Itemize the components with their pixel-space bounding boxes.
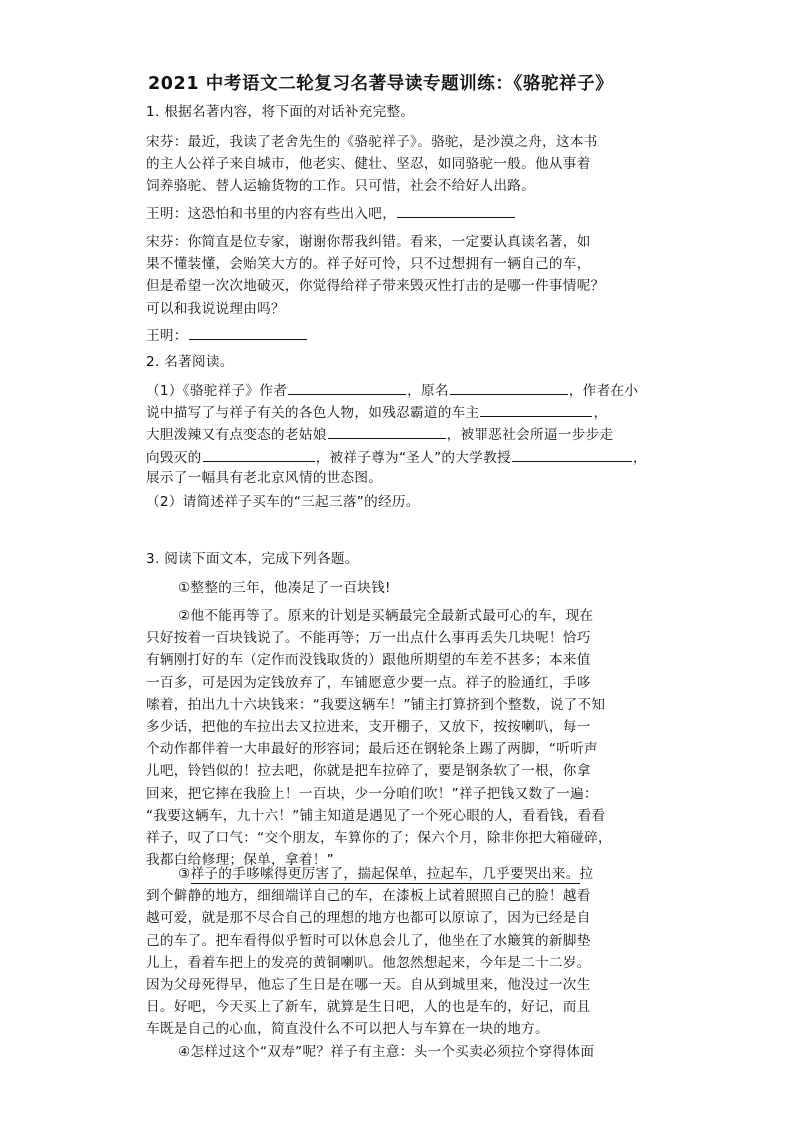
text-line: 宋芬：你简直是位专家，谢谢你帮我纠错。看来，一定要认真读名著，如	[146, 234, 591, 250]
question-1-prompt: 1. 根据名著内容，将下面的对话补充完整。	[146, 104, 415, 120]
text-line: 儿吧，铃铛似的！拉去吧，你就是把车拉碎了，要是钢条软了一根，你拿	[146, 763, 591, 780]
text-line: 可以和我说说理由吗？	[146, 300, 285, 317]
dialogue-wangming-1	[146, 201, 686, 223]
text-line: 饲养骆驼、替人运输货物的工作。只可惜，社会不给好人出路。	[146, 178, 536, 195]
paragraph-marker: ①	[178, 580, 191, 596]
answer-blank-destroyed[interactable]	[203, 445, 315, 462]
text-span: ，	[593, 405, 608, 422]
question-3	[146, 548, 686, 570]
text-span: ，被罪恶社会所逼一步步走	[446, 427, 614, 444]
dialogue-songfen-2	[146, 231, 686, 320]
answer-blank[interactable]	[189, 323, 307, 340]
passage-paragraph-2	[146, 605, 686, 871]
text-line: 回来，把它摔在我脸上！一百块，少一分咱们吹！”祥子把钱又数了一遍：	[146, 785, 598, 802]
text-line: 一百多，可是因为定钱放弃了，车铺愿意少要一点。祥子的脸通红，手哆	[146, 674, 591, 691]
text-span: ，被祥子尊为“圣人”的大学教授	[315, 449, 511, 466]
passage-paragraph-4	[146, 1041, 686, 1063]
passage-paragraph-3	[146, 863, 686, 1041]
text-line: 到个僻静的地方，细细端详自己的车，在漆板上试着照照自己的脸！越看	[146, 888, 591, 905]
dialogue-wangming-2	[146, 323, 686, 345]
answer-blank-original-name[interactable]	[450, 378, 568, 395]
paragraph-marker: ②	[178, 608, 191, 624]
text-span: 向毁灭的	[146, 449, 202, 466]
text-line: 儿上，看着车把上的发亮的黄铜喇叭。他忽然想起来，今年是二十二岁。	[146, 954, 591, 971]
page-title: 2021 中考语文二轮复习名著导读专题训练：《骆驼祥子》	[148, 74, 614, 94]
text-span: 王明：这恐怕和书里的内容有些出入吧，	[146, 206, 397, 222]
underlined-sentence: 祥子的手哆嗦得更厉害了，揣起保单，拉起车，几乎要哭出来。	[190, 866, 580, 882]
text-line: 多少话，把他的车拉出去又拉进来，支开棚子，又放下，按按喇叭，每一	[146, 718, 591, 735]
text-line: 我都白给修理；保单，拿着！”	[146, 852, 334, 869]
text-span: 说中描写了与祥子有关的各色人物，如残忍霸道的车主	[146, 405, 480, 422]
question-2-part-2	[146, 491, 686, 513]
text-line: 车既是自己的心血，简直没什么不可以把人与车算在一块的地方。	[146, 1021, 549, 1038]
text-line: 但是希望一次次地破灭，你觉得给祥子带来毁灭性打击的是哪一件事情呢？	[146, 278, 605, 295]
dialogue-songfen-1	[146, 131, 686, 198]
answer-blank-author[interactable]	[288, 378, 406, 395]
text-line: 因为父母死得早，他忘了生日是在哪一天。自从到城里来，他没过一次生	[146, 976, 591, 993]
question-2-part-1	[146, 378, 686, 489]
question-2	[146, 351, 686, 373]
text-span: 他不能再等了。原来的计划是买辆最完全最新式最可心的车，现在	[190, 608, 594, 624]
text-line: 越可爱，就是那不尽合自己的理想的地方也都可以原谅了，因为已经是自	[146, 910, 591, 927]
text-line: 祥子，叹了口气：“交个朋友，车算你的了；保六个月，除非你把大箱碰碎，	[146, 829, 612, 846]
text-line: 有辆刚打好的车（定作而没钱取货的）跟他所期望的车差不甚多；本来值	[146, 652, 591, 669]
text-line: 的主人公祥子来自城市，他老实、健壮、坚忍，如同骆驼一般。他从事着	[146, 156, 591, 173]
text-line: 果不懂装懂，会贻笑大方的。祥子好可怜，只不过想拥有一辆自己的车，	[146, 256, 591, 273]
text-line: 嗦着，拍出九十六块钱来：“我要这辆车！”铺主打算挤到个整数，说了不知	[146, 696, 606, 713]
text-line: 宋芬：最近，我读了老舍先生的《骆驼祥子》。骆驼，是沙漠之舟，这本书	[146, 134, 598, 150]
text-line: 只好按着一百块钱说了。不能再等；万一出点什么事再丢失几块呢！恰巧	[146, 630, 591, 647]
answer-blank-old-maid[interactable]	[328, 422, 446, 439]
text-span: 大胆泼辣又有点变态的老姑娘	[146, 427, 327, 444]
text-line: 展示了一幅具有老北京风情的世态图。	[146, 469, 383, 486]
passage-paragraph-1	[146, 577, 686, 599]
question-2-prompt: 2. 名著阅读。	[146, 354, 234, 370]
text-span: 王明：	[146, 328, 188, 344]
text-span: ，	[632, 449, 647, 466]
paragraph-marker: ④	[178, 1044, 191, 1060]
text-line: （2）请简述祥子买车的“三起三落”的经历。	[146, 494, 420, 510]
text-span: ，作者在小	[568, 383, 639, 399]
text-span: 怎样过这个“双寿”呢？祥子有主意：头一个买卖必须拉个穿得体面	[190, 1044, 595, 1060]
text-line: 己的车了。把车看得似乎暂时可以休息会儿了，他坐在了水簸箕的新脚垫	[146, 932, 591, 949]
text-span: 整整的三年，他凑足了一百块钱!	[190, 580, 391, 596]
text-line: “我要这辆车，九十六！”铺主知道是遇见了一个死心眼的人，看看钱，看看	[146, 807, 606, 824]
answer-blank-car-owner[interactable]	[480, 400, 592, 417]
text-line: 日。好吧，今天买上了新车，就算是生日吧，人的也是车的，好记，而且	[146, 999, 591, 1016]
text-span: 拉	[579, 866, 594, 882]
question-1	[146, 101, 686, 123]
answer-blank-professor[interactable]	[512, 445, 632, 462]
text-line: 个动作都伴着一大串最好的形容词；最后还在钢轮条上踢了两脚，“听听声	[146, 741, 598, 758]
question-3-prompt: 3. 阅读下面文本，完成下列各题。	[146, 551, 359, 567]
answer-blank[interactable]	[397, 201, 515, 218]
text-span: ，原名	[407, 383, 449, 399]
text-span: （1）《骆驼祥子》作者	[146, 383, 288, 399]
paragraph-marker: ③	[178, 866, 191, 882]
